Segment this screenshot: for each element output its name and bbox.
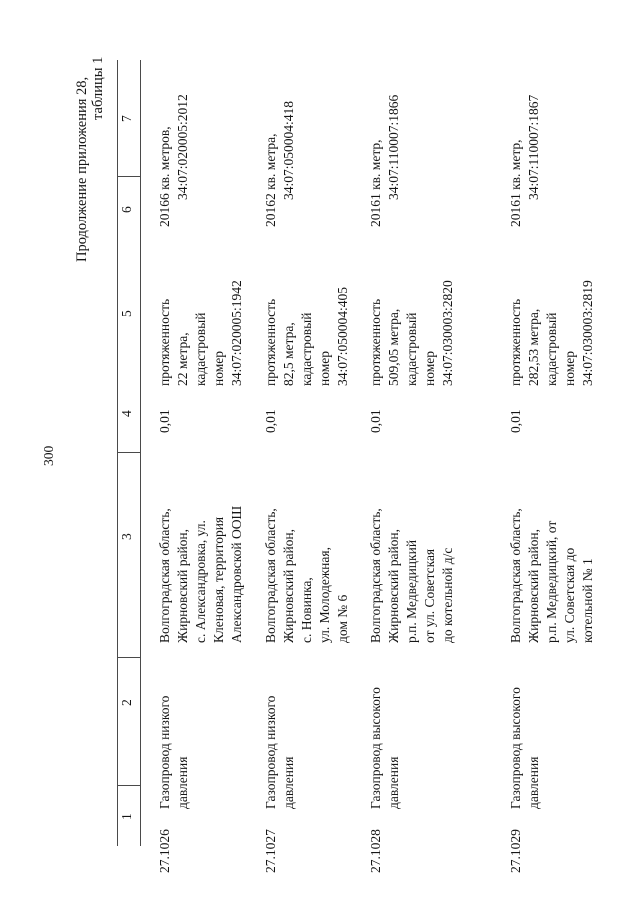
address-line: Волгоградская область, (157, 508, 172, 643)
land-plot-line: 1 кв. метр, (508, 139, 523, 200)
description-line: протяженность (263, 298, 278, 386)
column-border-3 (117, 657, 140, 658)
description-line: номер (422, 350, 437, 386)
description-line: 34:07:030003:2819 (580, 280, 595, 386)
description-line: кадастровый (193, 312, 208, 386)
table-top-rule (117, 60, 118, 846)
column-number-2: 2 (119, 699, 134, 706)
column-border-4 (117, 785, 140, 786)
address-line: Жирновский район, (526, 528, 541, 643)
description-line: 82,5 метра, (281, 322, 296, 386)
row-number: 27.1027 (263, 829, 278, 873)
quantity-value: 0,01 (157, 409, 172, 433)
land-plot-line: 34:07:110007:1866 (386, 94, 401, 200)
quantity-value: 0,01 (508, 409, 523, 433)
quantity-value: 0,01 (263, 409, 278, 433)
column-number-1: 1 (119, 813, 134, 820)
address-line: Жирновский район, (386, 528, 401, 643)
column-number-5: 5 (119, 310, 134, 317)
address-line: Кленовая, территория (211, 516, 226, 643)
header-line-2: таблицы 1 (90, 56, 106, 120)
object-name-line: давления (386, 756, 401, 809)
page-number: 300 (41, 445, 56, 466)
address-line: Волгоградская область, (263, 508, 278, 643)
address-line: с. Новинка, (299, 577, 314, 643)
row-number: 27.1026 (157, 829, 172, 873)
quantity-value: 0,01 (368, 409, 383, 433)
description-line: кадастровый (404, 312, 419, 386)
year-value: 2016 (157, 200, 172, 227)
object-name-line: Газопровод высокого (368, 687, 383, 809)
land-plot-line: 6 кв. метров, (157, 126, 172, 200)
row-number: 27.1029 (508, 829, 523, 873)
object-name-line: Газопровод высокого (508, 687, 523, 809)
land-plot-line: 34:07:110007:1867 (526, 94, 541, 200)
address-line: ул. Советская до (562, 547, 577, 643)
row-number: 27.1028 (368, 829, 383, 873)
address-line: Волгоградская область, (508, 508, 523, 643)
description-line: 34:07:020005:1942 (229, 280, 244, 386)
description-line: 34:07:030003:2820 (440, 280, 455, 386)
land-plot-line: 34:07:020005:2012 (175, 94, 190, 200)
land-plot-line: 2 кв. метра, (263, 133, 278, 200)
address-line: Волгоградская область, (368, 508, 383, 643)
land-plot-line: 34:07:050004:418 (281, 100, 296, 200)
address-line: ул. Молодежная, (317, 547, 332, 643)
address-line: Александровской ООШ (229, 505, 244, 643)
description-line: 282,53 метра, (526, 308, 541, 386)
year-value: 2016 (263, 200, 278, 227)
object-name-line: давления (281, 756, 296, 809)
description-line: протяженность (368, 298, 383, 386)
land-plot-line: 1 кв. метр, (368, 139, 383, 200)
description-line: 22 метра, (175, 332, 190, 386)
address-line: от ул. Советская (422, 548, 437, 643)
address-line: р.п. Медведицкий, от (544, 520, 559, 643)
year-value: 2016 (368, 200, 383, 227)
column-border-1 (117, 176, 140, 177)
address-line: Жирновский район, (281, 528, 296, 643)
description-line: 34:07:050004:405 (335, 286, 350, 386)
object-name-line: давления (175, 756, 190, 809)
description-line: номер (317, 350, 332, 386)
address-line: дом № 6 (335, 594, 350, 643)
description-line: кадастровый (544, 312, 559, 386)
column-number-4: 4 (119, 410, 134, 417)
column-border-2 (117, 452, 140, 453)
address-line: до котельной д/с (440, 547, 455, 643)
address-line: котельной № 1 (580, 558, 595, 643)
description-line: 509,05 метра, (386, 308, 401, 386)
column-number-3: 3 (119, 533, 134, 540)
address-line: р.п. Медведицкий (404, 539, 419, 643)
object-name-line: Газопровод низкого (157, 695, 172, 809)
description-line: протяженность (157, 298, 172, 386)
column-number-6: 6 (119, 206, 134, 213)
description-line: номер (562, 350, 577, 386)
address-line: с. Александровка, ул. (193, 520, 208, 643)
description-line: протяженность (508, 298, 523, 386)
description-line: номер (211, 350, 226, 386)
column-number-7: 7 (119, 115, 134, 122)
description-line: кадастровый (299, 312, 314, 386)
table-header-rule (140, 60, 141, 846)
object-name-line: Газопровод низкого (263, 695, 278, 809)
year-value: 2016 (508, 200, 523, 227)
address-line: Жирновский район, (175, 528, 190, 643)
header-line-1: Продолжение приложения 28, (74, 76, 90, 262)
object-name-line: давления (526, 756, 541, 809)
